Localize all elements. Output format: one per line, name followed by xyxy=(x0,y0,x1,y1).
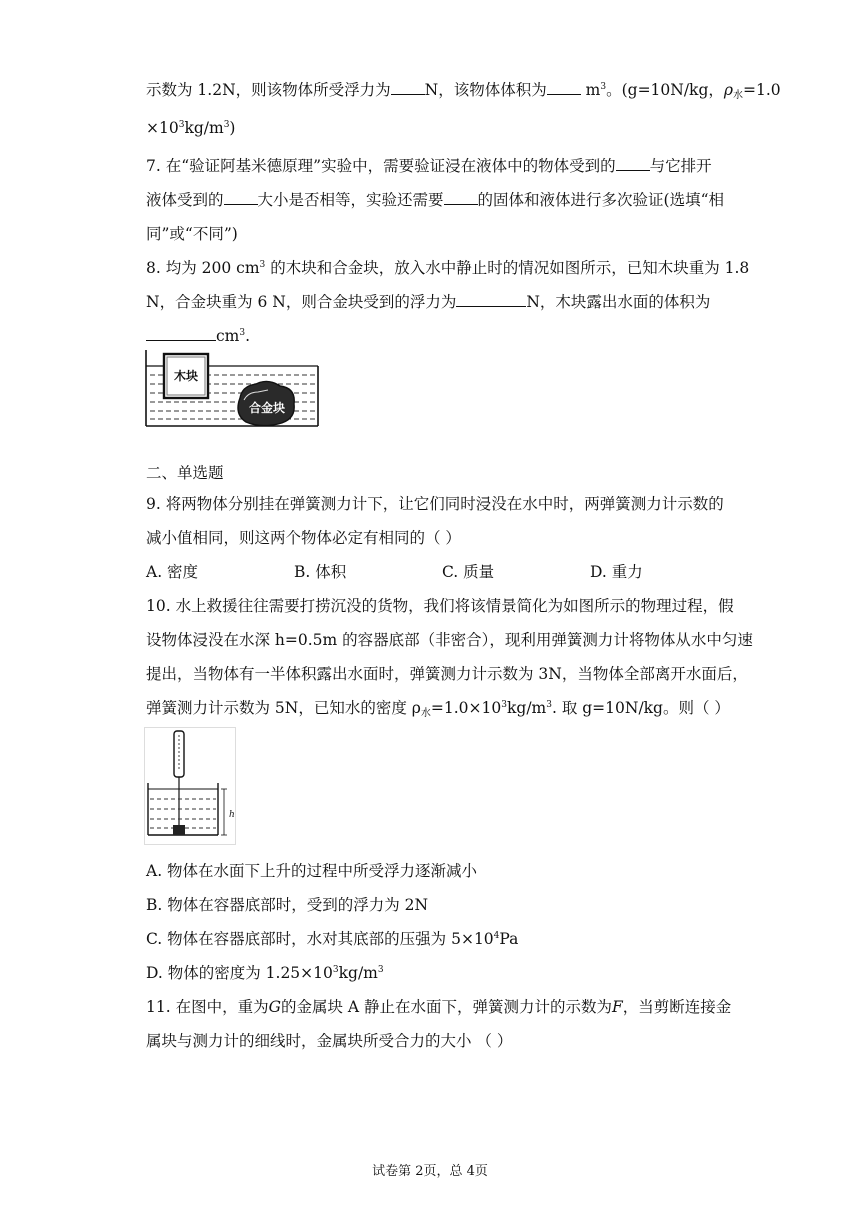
option-b[interactable]: B. 体积 xyxy=(294,563,347,581)
section-heading: 二、单选题 xyxy=(146,464,224,482)
page-footer: 试卷第 2页，总 4页 xyxy=(372,1164,488,1179)
q10-option-a[interactable]: A. 物体在水面下上升的过程中所受浮力逐渐减小 xyxy=(146,862,478,880)
spring-scale xyxy=(174,731,184,777)
q7-line-2: 液体受到的 大小是否相等，实验还需要 的固体和液体进行多次验证(选填“相 xyxy=(146,191,725,209)
answer-blank[interactable] xyxy=(224,190,258,205)
q7-line-3: 同”或“不同”) xyxy=(146,225,238,243)
q11-line-1: 11. 在图中，重为G的金属块 A 静止在水面下，弹簧测力计的示数为F，当剪断连接金 xyxy=(146,998,732,1016)
q9-line-2: 减小值相同，则这两个物体必定有相同的（ ） xyxy=(146,529,461,547)
q10-option-c[interactable]: C. 物体在容器底部时，水对其底部的压强为 $5\times 10^4Pa$ xyxy=(146,930,519,948)
option-a[interactable]: A. 密度 xyxy=(146,563,199,581)
q10-line-4: 弹簧测力计示数为 5N，已知水的密度 $\rho_水=1.0\times 10^3kg/m^3$. 取 g=10N/kg。则（ ） xyxy=(146,699,730,719)
q11-line-2: 属块与测力计的细线时，金属块所受合力的大小 （ ） xyxy=(146,1032,513,1050)
option-d[interactable]: D. 重力 xyxy=(590,563,643,581)
q8-line-2: N，合金块重为 6 N，则合金块受到的浮力为 N，木块露出水面的体积为 xyxy=(146,293,711,311)
option-c[interactable]: C. 质量 xyxy=(442,563,495,581)
q10-line-2: 设物体浸没在水深 h=0.5m 的容器底部（非密合），现利用弹簧测力计将物体从水中匀速 xyxy=(146,631,753,649)
wood-label: 木块 xyxy=(173,369,199,383)
q10-option-b[interactable]: B. 物体在容器底部时，受到的浮力为 2N xyxy=(146,896,429,914)
answer-blank[interactable] xyxy=(547,80,581,95)
q6-line-2: $\times 10^3kg/m^3$) xyxy=(146,119,236,137)
q6-line-1: 示数为 1.2N，则该物体所受浮力为 N，该物体体积为 $m^3$。(g=10N/kg，$\rho_水=1.0$ xyxy=(146,81,781,101)
answer-blank[interactable] xyxy=(456,292,526,307)
figure-q10-spring-scale xyxy=(144,727,236,845)
answer-blank[interactable] xyxy=(391,80,425,95)
q7-line-1: 7. 在“验证阿基米德原理”实验中，需要验证浸在液体中的物体受到的 与它排开 xyxy=(146,157,712,175)
q8-line-1: 8. 均为 200 $cm^3$ 的木块和合金块，放入水中静止时的情况如图所示，已知木块重为 1.8 xyxy=(146,259,750,277)
q8-line-3: $cm^3$. xyxy=(146,326,250,346)
q10-line-3: 提出，当物体有一半体积露出水面时，弹簧测力计示数为 3N，当物体全部离开水面后， xyxy=(146,665,748,683)
figure-q8-wood-alloy xyxy=(144,348,320,430)
q10-option-d[interactable]: D. 物体的密度为 $1.25\times 10^3kg/m^3$ xyxy=(146,964,384,982)
answer-blank[interactable] xyxy=(616,156,650,171)
q9-options xyxy=(146,562,706,582)
q10-line-1: 10. 水上救援往往需要打捞沉没的货物，我们将该情景简化为如图所示的物理过程，假 xyxy=(146,597,734,615)
q9-line-1: 9. 将两物体分别挂在弹簧测力计下，让它们同时浸没在水中时，两弹簧测力计示数的 xyxy=(146,495,724,513)
alloy-label: 合金块 xyxy=(248,401,286,415)
answer-blank[interactable] xyxy=(146,326,216,341)
submerged-object xyxy=(173,825,185,835)
answer-blank[interactable] xyxy=(444,190,478,205)
depth-label: h xyxy=(229,810,235,820)
